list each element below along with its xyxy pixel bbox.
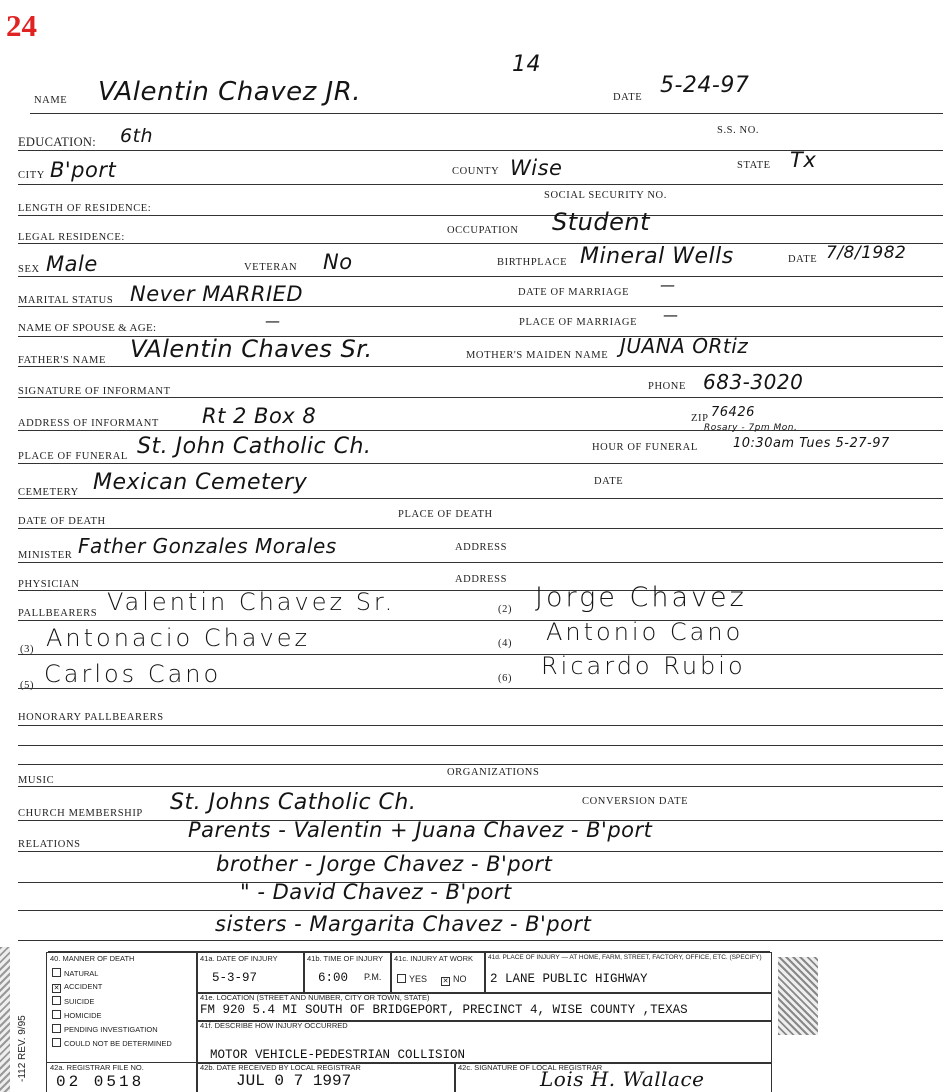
birth-date-label: DATE xyxy=(788,254,818,265)
checkbox-checked-icon: ✕ xyxy=(53,985,60,992)
cemetery-label: CEMETERY xyxy=(18,487,79,498)
legal-label: LEGAL RESIDENCE: xyxy=(18,232,125,243)
manner-natural: NATURAL xyxy=(52,968,98,978)
minister-label: MINISTER xyxy=(18,550,73,561)
rule xyxy=(18,498,943,499)
pallbearer-4: Antonio Cano xyxy=(546,618,744,646)
rule xyxy=(18,910,943,911)
registrar-signature: Lois H. Wallace xyxy=(540,1067,705,1091)
how-value: MOTOR VEHICLE-PEDESTRIAN COLLISION xyxy=(210,1048,466,1062)
injury-place-label: 41d. PLACE OF INJURY — AT HOME, FARM, STREET, FACTORY, OFFICE, ETC. (SPECIFY) xyxy=(488,954,762,961)
received-label: 42b. DATE RECEIVED BY LOCAL REGISTRAR xyxy=(200,1063,361,1072)
file-label: 42a. REGISTRAR FILE NO. xyxy=(50,1063,144,1072)
death-date-label: DATE OF DEATH xyxy=(18,516,106,527)
mother-label: MOTHER'S MAIDEN NAME xyxy=(466,350,609,361)
marriage-date-label: DATE OF MARRIAGE xyxy=(518,287,630,298)
funeral-place-label: PLACE OF FUNERAL xyxy=(18,451,128,462)
relation-line-4: sisters - Margarita Chavez - B'port xyxy=(215,912,592,936)
manner-suicide: SUICIDE xyxy=(52,996,94,1006)
ss-label: S.S. NO. xyxy=(717,125,760,136)
manner-accident: ✕ ACCIDENT xyxy=(53,982,103,992)
relations-label: RELATIONS xyxy=(18,839,81,850)
informant-sig-label: SIGNATURE OF INFORMANT xyxy=(18,386,171,397)
rule xyxy=(18,528,943,529)
education-label: EDUCATION: xyxy=(18,135,96,149)
rule xyxy=(18,215,943,216)
manner-undetermined: COULD NOT BE DETERMINED xyxy=(52,1038,172,1048)
page-number: 24 xyxy=(6,8,37,43)
checkbox-icon xyxy=(397,974,406,983)
date-value: 5-24-97 xyxy=(660,73,750,98)
rule xyxy=(18,397,943,398)
county-label: COUNTY xyxy=(452,166,500,177)
pallbearer-3: Antonacio Chavez xyxy=(46,624,311,652)
church-label: CHURCH MEMBERSHIP xyxy=(18,808,143,819)
at-work-no: ✕ NO xyxy=(442,974,467,985)
county-value: Wise xyxy=(510,156,563,180)
pallbearer-2: Jorge Chavez xyxy=(535,582,747,613)
funeral-place-value: St. John Catholic Ch. xyxy=(137,434,372,459)
rule xyxy=(18,430,943,431)
marriage-date-value: — xyxy=(660,276,676,294)
rule xyxy=(18,654,943,655)
rule xyxy=(18,745,943,746)
sex-label: SEX xyxy=(18,264,40,275)
checkbox-icon xyxy=(52,1024,61,1033)
marital-value: Never MARRIED xyxy=(130,282,304,306)
checkbox-icon xyxy=(52,996,61,1005)
rule xyxy=(18,366,943,367)
mother-value: JUANA ORtiz xyxy=(620,334,749,358)
pallbearer-3-label: (3) xyxy=(20,644,35,655)
rule xyxy=(18,562,943,563)
manner-pending: PENDING INVESTIGATION xyxy=(52,1024,158,1034)
zip-label: ZIP xyxy=(691,413,709,424)
cemetery-value: Mexican Cemetery xyxy=(93,470,308,495)
top-mark: 14 xyxy=(512,52,541,77)
father-value: VAlentin Chaves Sr. xyxy=(130,335,373,363)
death-certificate-excerpt xyxy=(0,941,943,1092)
spouse-value: — xyxy=(265,312,281,330)
name-value: VAlentin Chavez JR. xyxy=(98,77,362,107)
cemetery-date-label: DATE xyxy=(594,476,624,487)
physician-address-label: ADDRESS xyxy=(455,574,508,585)
form-revision-text: -112 REV. 9/95 xyxy=(17,1015,28,1082)
injury-date-value: 5-3-97 xyxy=(212,971,258,985)
rule xyxy=(18,184,943,185)
pallbearers-label: PALLBEARERS xyxy=(18,608,98,619)
rosary-note: Rosary - 7pm Mon. xyxy=(704,423,798,433)
veteran-label: VETERAN xyxy=(244,262,298,273)
scan-edge-left xyxy=(0,947,10,1092)
rule xyxy=(18,764,943,765)
social-label: SOCIAL SECURITY NO. xyxy=(544,190,667,201)
received-value: JUL 0 7 1997 xyxy=(236,1072,352,1090)
education-value: 6th xyxy=(120,125,154,147)
relation-line-1: Parents - Valentin + Juana Chavez - B'port xyxy=(188,818,653,842)
injury-time-label: 41b. TIME OF INJURY xyxy=(307,954,383,963)
location-value: FM 920 5.4 MI SOUTH OF BRIDGEPORT, PRECINCT 4, WISE COUNTY ,TEXAS xyxy=(200,1003,688,1017)
rule xyxy=(18,725,943,726)
funeral-hour-value: 10:30am Tues 5-27-97 xyxy=(733,436,890,451)
registrar-sig-label: 42c. SIGNATURE OF LOCAL REGISTRAR xyxy=(458,1063,603,1072)
rule xyxy=(18,463,943,464)
rule xyxy=(18,786,943,787)
phone-label: PHONE xyxy=(648,381,687,392)
state-label: STATE xyxy=(737,160,771,171)
relation-line-3: " - David Chavez - B'port xyxy=(240,880,512,904)
scan-edge-right xyxy=(778,957,818,1035)
death-place-label: PLACE OF DEATH xyxy=(398,509,493,520)
location-label: 41e. LOCATION (STREET AND NUMBER, CITY OR TOWN, STATE) xyxy=(200,993,430,1002)
pallbearer-6: Ricardo Rubio xyxy=(541,652,746,680)
rule xyxy=(18,276,943,277)
pallbearer-5: Carlos Cano xyxy=(44,660,222,688)
sex-value: Male xyxy=(46,252,98,276)
injury-time-value: 6:00 xyxy=(318,971,349,985)
rule xyxy=(18,243,943,244)
funeral-hour-label: HOUR OF FUNERAL xyxy=(592,442,698,453)
phone-value: 683-3020 xyxy=(703,370,804,394)
father-label: FATHER'S NAME xyxy=(18,355,106,366)
marriage-place-value: — xyxy=(663,306,679,324)
rule xyxy=(18,688,943,689)
checkbox-icon xyxy=(52,1038,61,1047)
rule xyxy=(30,113,943,114)
checkbox-icon xyxy=(52,968,61,977)
pallbearer-5-label: (5) xyxy=(20,680,35,691)
birthplace-label: BIRTHPLACE xyxy=(497,257,568,268)
marital-label: MARITAL STATUS xyxy=(18,295,114,306)
rule xyxy=(18,306,943,307)
name-label: NAME xyxy=(34,95,68,106)
injury-place-value: 2 LANE PUBLIC HIGHWAY xyxy=(490,972,648,986)
date-label: DATE xyxy=(613,92,643,103)
how-label: 41f. DESCRIBE HOW INJURY OCCURRED xyxy=(200,1021,348,1030)
city-value: B'port xyxy=(50,158,117,182)
occupation-label: OCCUPATION xyxy=(447,225,519,236)
minister-address-label: ADDRESS xyxy=(455,542,508,553)
occupation-value: Student xyxy=(552,208,650,236)
checkbox-icon xyxy=(52,1010,61,1019)
spouse-label: NAME OF SPOUSE & AGE: xyxy=(18,322,157,334)
organizations-label: ORGANIZATIONS xyxy=(447,767,540,778)
at-work-yes: YES xyxy=(397,974,427,984)
zip-value: 76426 xyxy=(711,405,755,420)
relation-line-2: brother - Jorge Chavez - B'port xyxy=(216,852,553,876)
file-value: 02 0518 xyxy=(56,1073,145,1091)
rule xyxy=(18,620,943,621)
pallbearer-6-label: (6) xyxy=(498,673,513,684)
marriage-place-label: PLACE OF MARRIAGE xyxy=(519,317,638,328)
conversion-label: CONVERSION DATE xyxy=(582,796,689,807)
manner-homicide: HOMICIDE xyxy=(52,1010,102,1020)
at-work-label: 41c. INJURY AT WORK xyxy=(394,954,474,963)
pallbearer-2-label: (2) xyxy=(498,604,513,615)
informant-addr-value: Rt 2 Box 8 xyxy=(202,404,317,428)
pallbearer-4-label: (4) xyxy=(498,638,513,649)
veteran-value: No xyxy=(323,250,353,274)
city-label: CITY xyxy=(18,170,45,181)
birth-date-value: 7/8/1982 xyxy=(826,243,907,263)
checkbox-checked-icon: ✕ xyxy=(442,978,449,985)
music-label: MUSIC xyxy=(18,775,55,786)
informant-addr-label: ADDRESS OF INFORMANT xyxy=(18,418,159,429)
church-value: St. Johns Catholic Ch. xyxy=(170,790,417,815)
state-value: Tx xyxy=(790,148,817,172)
length-label: LENGTH OF RESIDENCE: xyxy=(18,203,152,214)
honorary-label: HONORARY PALLBEARERS xyxy=(18,712,164,723)
pallbearer-1: Valentin Chavez Sr. xyxy=(107,588,396,616)
injury-date-label: 41a. DATE OF INJURY xyxy=(200,954,278,963)
physician-label: PHYSICIAN xyxy=(18,579,80,590)
injury-time-suffix: P.M. xyxy=(364,972,382,982)
minister-value: Father Gonzales Morales xyxy=(78,534,337,558)
birthplace-value: Mineral Wells xyxy=(580,244,734,269)
manner-label: 40. MANNER OF DEATH xyxy=(50,954,135,963)
